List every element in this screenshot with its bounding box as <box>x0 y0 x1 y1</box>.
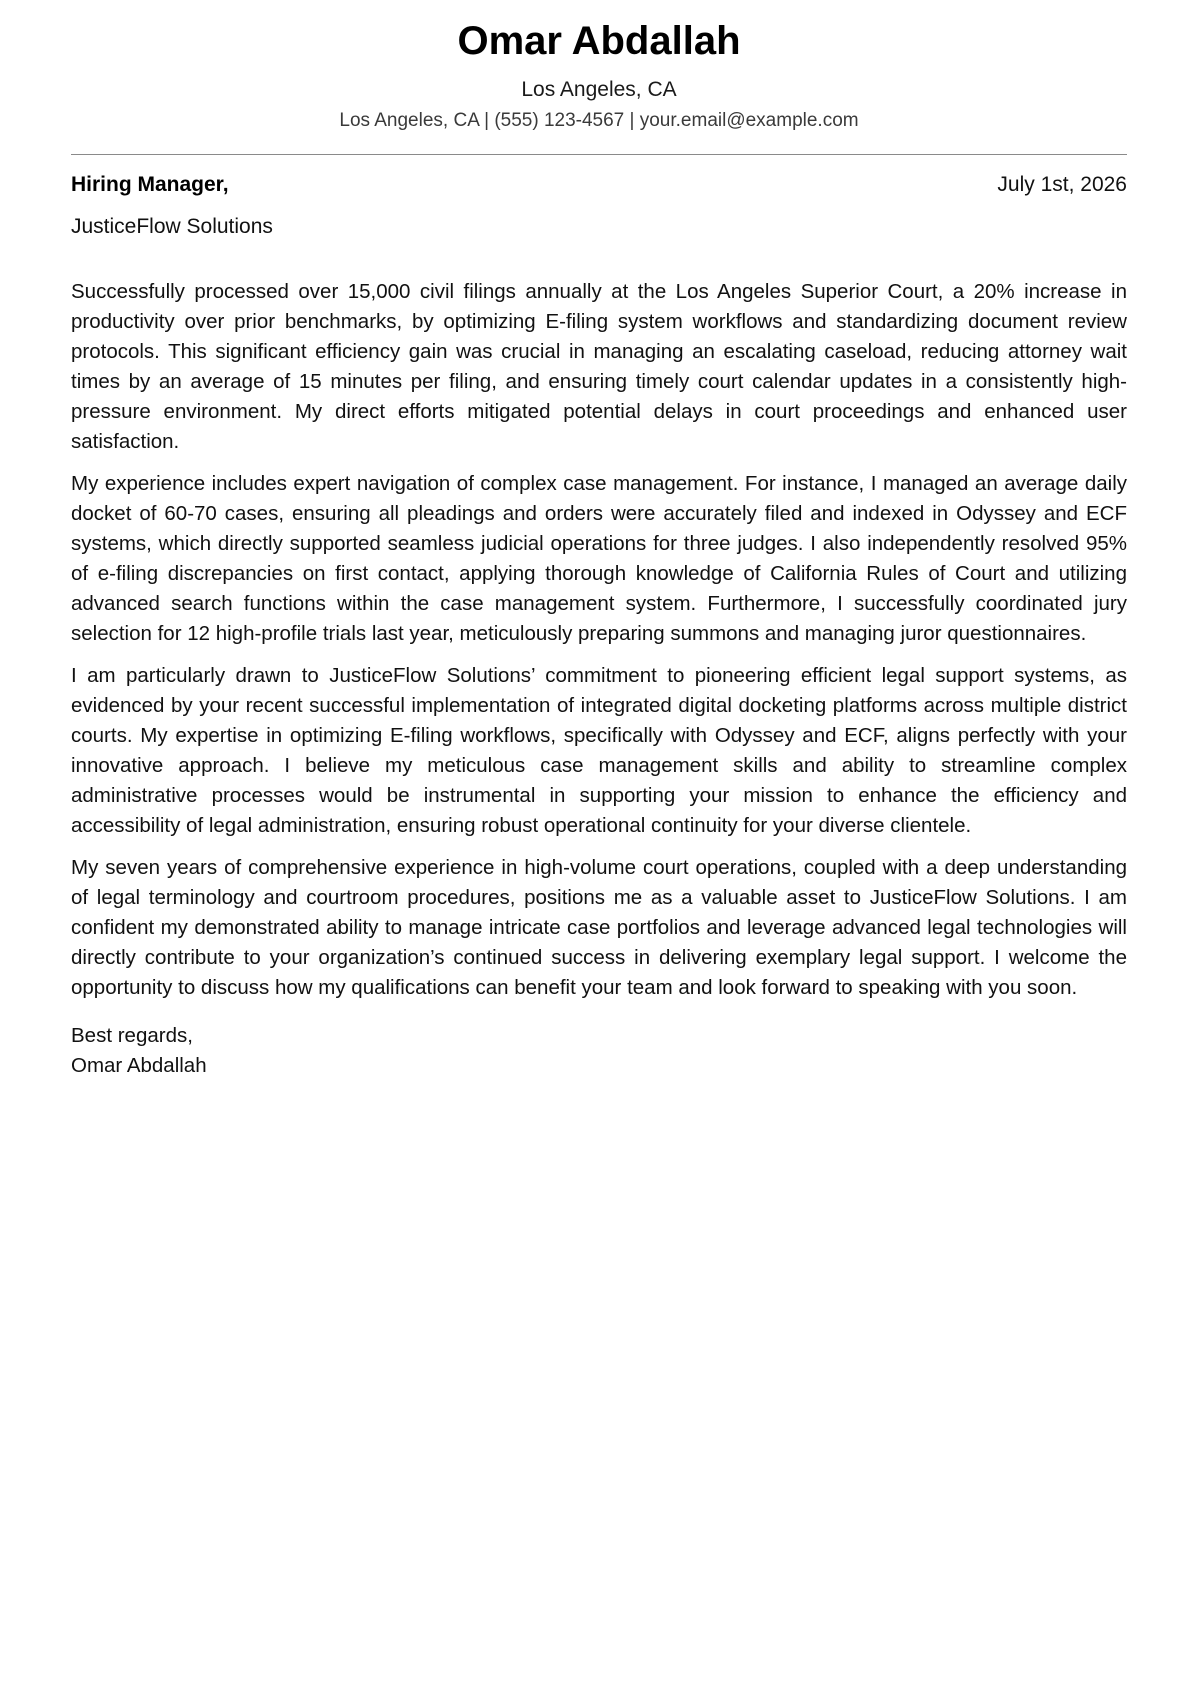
applicant-name: Omar Abdallah <box>457 19 741 63</box>
contact-line: Los Angeles, CA | (555) 123-4567 | your.email@example.com <box>339 110 859 131</box>
closing-phrase: Best regards, <box>71 1024 193 1047</box>
header-divider <box>71 154 1127 155</box>
letter-closing <box>71 1021 1127 1081</box>
recipient-salutation: Hiring Manager, <box>71 173 229 196</box>
signature-name: Omar Abdallah <box>71 1054 207 1077</box>
applicant-location: Los Angeles, CA <box>521 78 677 101</box>
letter-header <box>71 0 1127 134</box>
cover-letter-page <box>71 0 1127 1081</box>
letter-date: July 1st, 2026 <box>997 173 1127 196</box>
body-paragraph-4: My seven years of comprehensive experience in high-volume court operations, coupled with a deep understanding of legal terminology and courtroom procedures, positions me as a valuable asset to JusticeFlow Solutions. I am confident my demonstrated ability to manage intricate case portfolios and leverage advanced legal technologies will directly contribute to your organization’s continued success in delivering exemplary legal support. I welcome the opportunity to discuss how my qualifications can benefit your team and look forward to speaking with you soon. <box>71 856 1127 999</box>
recipient-date-row <box>71 171 1127 199</box>
letter-body <box>71 277 1127 1003</box>
body-paragraph-3: I am particularly drawn to JusticeFlow Solutions’ commitment to pioneering efficient legal support systems, as evidenced by your recent successful implementation of integrated digital docketing platforms across multiple district courts. My expertise in optimizing E-filing workflows, specifically with Odyssey and ECF, aligns perfectly with your innovative approach. I believe my meticulous case management skills and ability to streamline complex administrative processes would be instrumental in supporting your mission to enhance the efficiency and accessibility of legal administration, ensuring robust operational continuity for your diverse clientele. <box>71 664 1127 837</box>
company-name: JusticeFlow Solutions <box>71 215 273 238</box>
body-paragraph-1: Successfully processed over 15,000 civil filings annually at the Los Angeles Superior Court, a 20% increase in productivity over prior benchmarks, by optimizing E-filing system workflows and standardizing document review protocols. This significant efficiency gain was crucial in managing an escalating caseload, reducing attorney wait times by an average of 15 minutes per filing, and ensuring timely court calendar updates in a consistently high-pressure environment. My direct efforts mitigated potential delays in court proceedings and enhanced user satisfaction. <box>71 280 1127 453</box>
body-paragraph-2: My experience includes expert navigation of complex case management. For instance, I managed an average daily docket of 60-70 cases, ensuring all pleadings and orders were accurately filed and indexed in Odyssey and ECF systems, which directly supported seamless judicial operations for three judges. I also independently resolved 95% of e-filing discrepancies on first contact, applying thorough knowledge of California Rules of Court and utilizing advanced search functions within the case management system. Furthermore, I successfully coordinated jury selection for 12 high-profile trials last year, meticulously preparing summons and managing juror questionnaires. <box>71 472 1127 645</box>
